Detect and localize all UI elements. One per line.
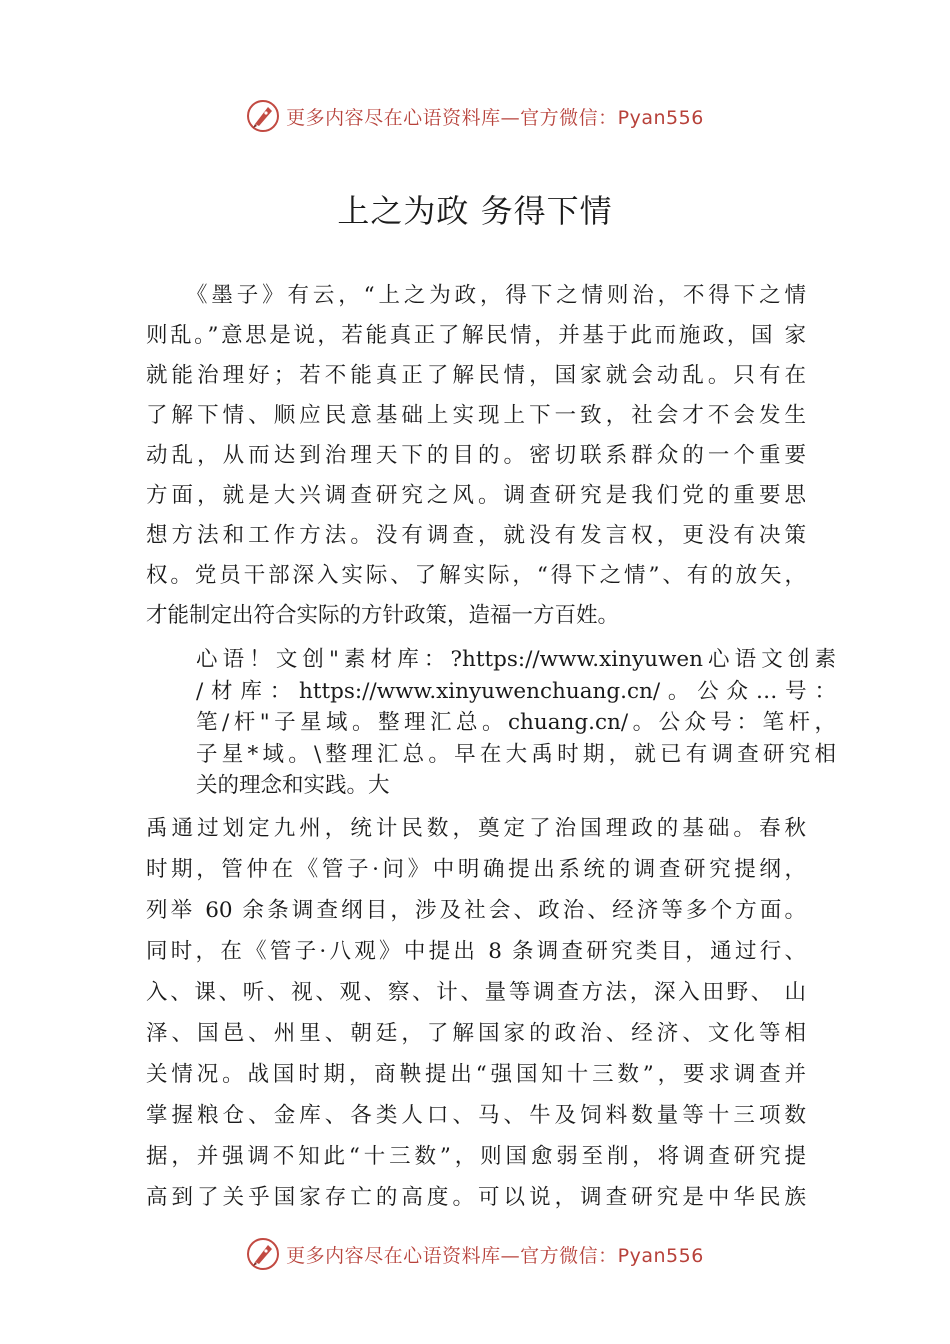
text-line: 权。党员干部深入实际、了解实际，“得下之情”、有的放矢， <box>146 563 806 588</box>
paragraph-2-watermark-block <box>196 644 836 802</box>
watermark-wechat-id: Pyan556 <box>617 1244 704 1267</box>
watermark-label: 更多内容尽在心语资料库—官方微信： <box>286 1244 618 1267</box>
paragraph-1 <box>146 276 806 636</box>
pen-nib-logo-icon <box>246 99 280 133</box>
watermark-header <box>0 96 950 136</box>
document-title: 上之为政 务得下情 <box>337 192 613 230</box>
text-line: 高到了关乎国家存亡的高度。可以说，调查研究是中华民族 <box>146 1185 806 1210</box>
text-line: /材库：https://www.xinyuwenchuang.cn/。公众…号： <box>196 678 836 704</box>
text-line: 《墨子》有云，“上之为政，得下之情则治，不得下之情 <box>146 283 806 308</box>
pen-nib-logo-icon <box>246 1237 280 1271</box>
text-line: 才能制定出符合实际的方针政策，造福一方百姓。 <box>146 603 620 628</box>
text-line: 了解下情、顺应民意基础上实现上下一致，社会才不会发生 <box>146 403 806 428</box>
watermark-wechat-id: Pyan556 <box>617 106 704 129</box>
text-line: 据，并强调不知此“十三数”，则国愈弱至削，将调查研究提 <box>146 1144 806 1169</box>
text-line: 心语！文创"素材库：?https://www.xinyuwen心语文创素 <box>196 647 836 672</box>
text-line: 想方法和工作方法。没有调查，就没有发言权，更没有决策 <box>146 523 806 548</box>
watermark-label: 更多内容尽在心语资料库—官方微信： <box>286 106 618 129</box>
text-line: 关情况。战国时期，商鞅提出“强国知十三数”，要求调查并 <box>146 1062 806 1087</box>
text-line: 掌握粮仓、金库、各类人口、马、牛及饲料数量等十三项数 <box>146 1103 806 1128</box>
text-line: 列举 60 余条调查纲目，涉及社会、政治、经济等多个方面。 <box>146 898 806 923</box>
text-line: 入、课、听、视、观、察、计、量等调查方法，深入田野、 山 <box>146 980 806 1005</box>
text-line: 泽、国邑、州里、朝廷，了解国家的政治、经济、文化等相 <box>146 1021 806 1046</box>
text-line: 则乱。”意思是说，若能真正了解民情，并基于此而施政，国 家 <box>146 323 806 348</box>
watermark-footer <box>0 1234 950 1274</box>
watermark-text <box>286 103 704 130</box>
text-line: 禹通过划定九州，统计民数，奠定了治国理政的基础。春秋 <box>146 816 806 841</box>
text-line: 笔/杆"子星域。整理汇总。chuang.cn/。公众号：笔杆， <box>196 710 836 735</box>
paragraph-3 <box>146 808 806 1218</box>
text-line: 同时，在《管子·八观》中提出 8 条调查研究类目，通过行、 <box>146 939 806 964</box>
text-line: 就能治理好；若不能真正了解民情，国家就会动乱。只有在 <box>146 363 806 388</box>
text-line: 子星*域。\整理汇总。早在大禹时期，就已有调查研究相 <box>196 741 836 767</box>
text-line: 时期，管仲在《管子·问》中明确提出系统的调查研究提纲， <box>146 857 806 882</box>
watermark-text <box>286 1241 704 1268</box>
text-line: 方面，就是大兴调查研究之风。调查研究是我们党的重要思 <box>146 483 806 508</box>
text-line: 关的理念和实践。大 <box>196 773 390 798</box>
text-line: 动乱，从而达到治理天下的目的。密切联系群众的一个重要 <box>146 443 806 468</box>
